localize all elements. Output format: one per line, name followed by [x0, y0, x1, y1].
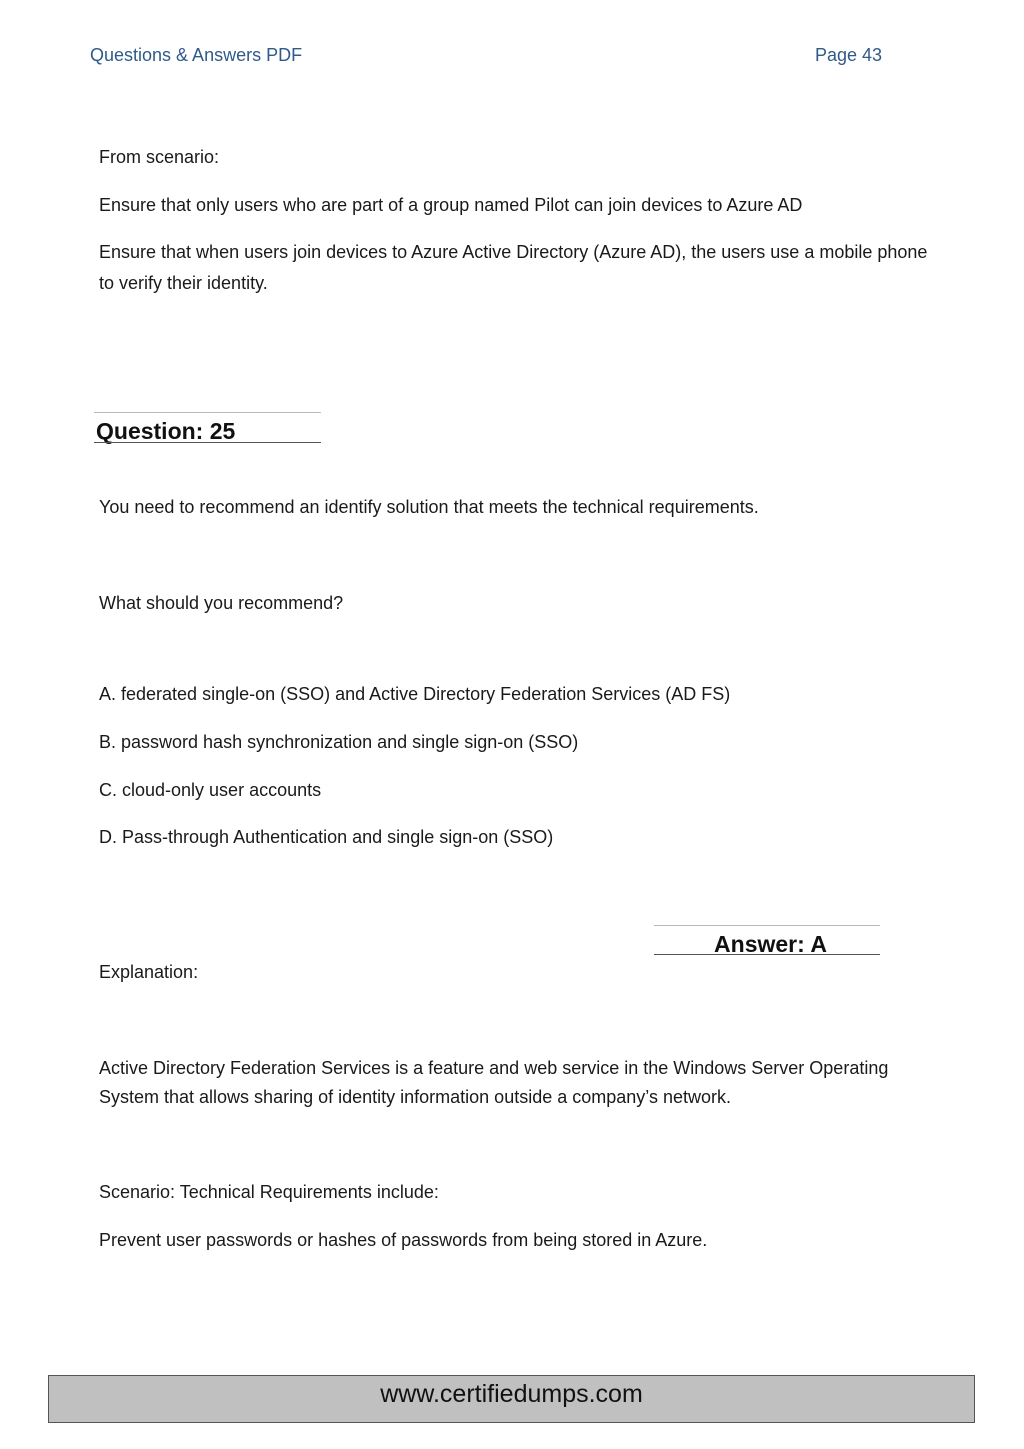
header-title: Questions & Answers PDF: [90, 45, 303, 65]
question-prompt: You need to recommend an identify solution that meets the technical requirements.: [99, 497, 759, 517]
option-a: A. federated single-on (SSO) and Active Directory Federation Services (AD FS): [99, 684, 731, 704]
footer-site: www.certifiedumps.com: [380, 1380, 643, 1408]
scenario-label: From scenario:: [99, 147, 220, 167]
option-c: C. cloud-only user accounts: [99, 780, 322, 800]
explanation-paragraph: Active Directory Federation Services is a feature and web service in the Windows Server Operating System that allows sharing of identity information outside a company’s network.: [99, 1058, 889, 1107]
answer-bottom-rule: [654, 954, 880, 955]
question-ask: What should you recommend?: [99, 593, 344, 613]
requirements-line: Prevent user passwords or hashes of passwords from being stored in Azure.: [99, 1230, 708, 1250]
answer-top-rule: [654, 925, 880, 926]
question-bottom-rule: [94, 442, 321, 443]
answer-title: Answer: A: [714, 931, 827, 957]
footer-banner: [48, 1375, 975, 1423]
option-d: D. Pass-through Authentication and single sign-on (SSO): [99, 827, 554, 847]
scenario-line-2: Ensure that when users join devices to Azure Active Directory (Azure AD), the users use a mobile phone to verify their identity.: [99, 242, 928, 293]
scenario-line-1: Ensure that only users who are part of a group named Pilot can join devices to Azure AD: [99, 195, 803, 215]
option-b: B. password hash synchronization and single sign-on (SSO): [99, 732, 579, 752]
page-number: Page 43: [815, 45, 883, 65]
question-top-rule: [94, 412, 321, 413]
question-title: Question: 25: [96, 418, 236, 444]
explanation-label: Explanation:: [99, 962, 199, 982]
requirements-label: Scenario: Technical Requirements include:: [99, 1182, 439, 1202]
